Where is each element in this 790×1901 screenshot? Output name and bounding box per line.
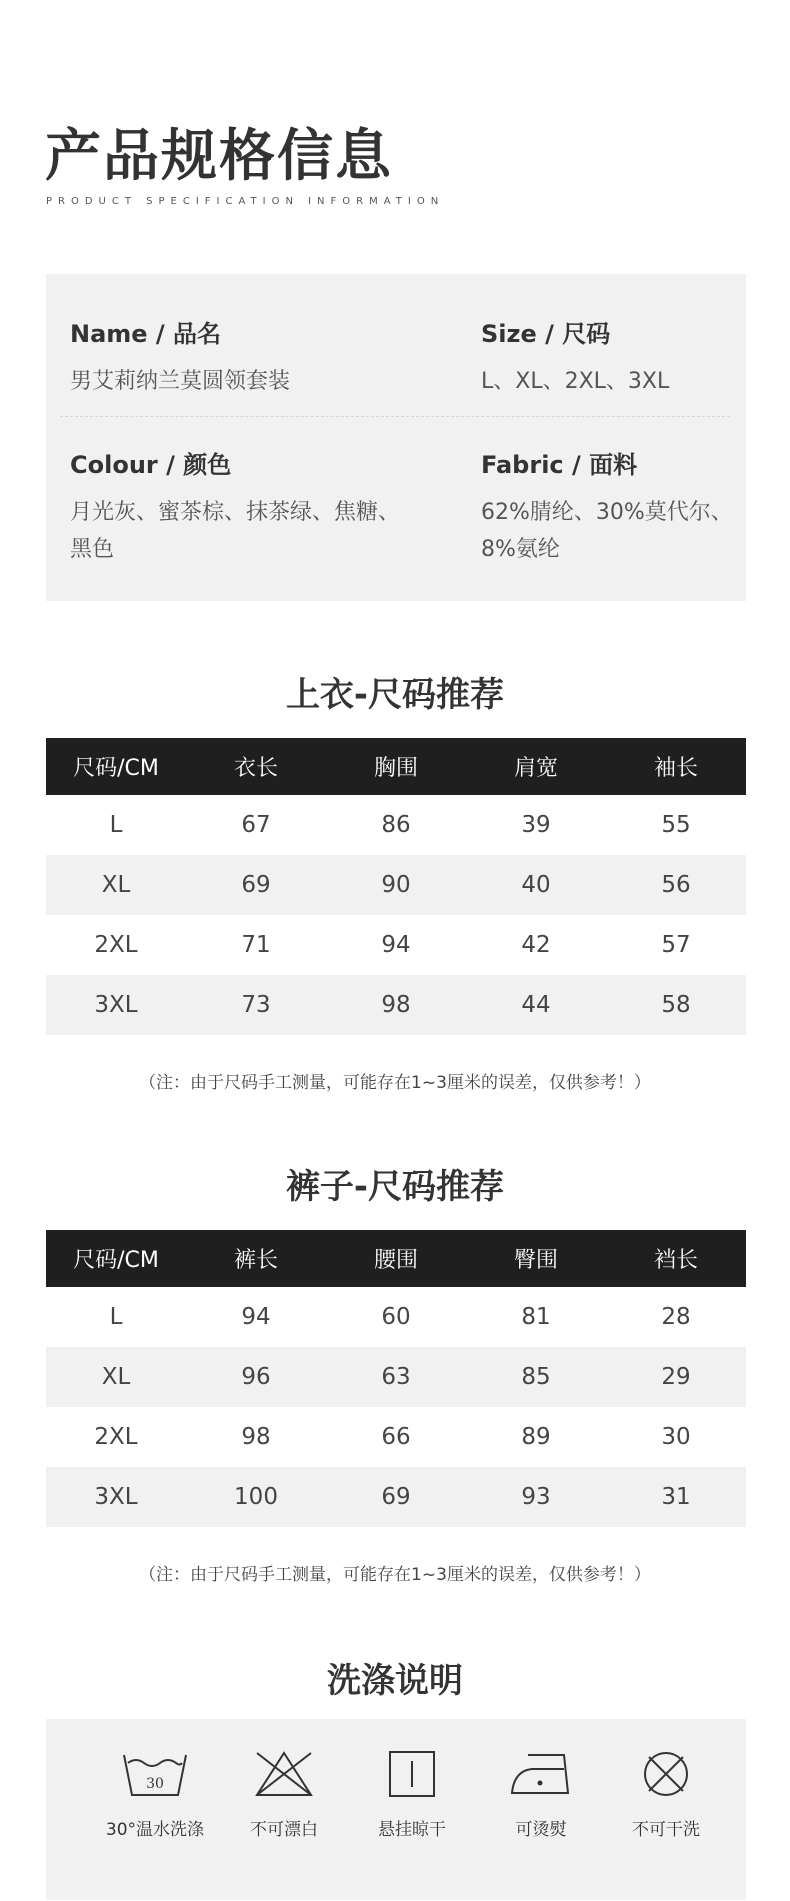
table-row [46, 1347, 746, 1407]
table-cell: XL [101, 1364, 131, 1390]
table-row [46, 915, 746, 975]
top-size-header-cell: 尺码/CM [73, 756, 159, 781]
pants-size-header-cell: 裆长 [653, 1248, 698, 1273]
table-cell: 28 [661, 1304, 691, 1330]
table-cell: 93 [521, 1484, 551, 1510]
spec-colour-value [70, 494, 400, 568]
pants-size-header-cell: 裤长 [233, 1248, 278, 1273]
spec-colour-label: Colour / 颜色 [70, 451, 232, 479]
care-instructions [46, 1719, 746, 1900]
table-cell: 31 [661, 1484, 691, 1510]
top-size-header-cell: 袖长 [653, 756, 698, 781]
table-cell: 98 [381, 992, 411, 1018]
spec-colour-value-line1: 月光灰、蜜茶棕、抹茶绿、焦糖、 [70, 500, 401, 525]
care-label-wash: 30°温水洗涤 [105, 1820, 205, 1840]
care-label-no-dry-clean: 不可干洗 [632, 1820, 700, 1840]
table-cell: 58 [661, 992, 691, 1018]
top-size-header-row [46, 738, 746, 795]
pants-size-note: （注：由于尺码手工测量，可能存在1~3厘米的误差，仅供参考！） [139, 1565, 651, 1585]
spec-fabric-label: Fabric / 面料 [481, 451, 638, 479]
table-cell: 57 [661, 932, 691, 958]
spec-name-value: 男艾莉纳兰莫圆领套装 [70, 369, 291, 394]
table-cell: XL [101, 872, 131, 898]
table-cell: L [109, 812, 123, 838]
spec-size [481, 314, 669, 400]
table-cell: 81 [521, 1304, 551, 1330]
washing-heading: 洗涤说明 [327, 1661, 463, 1701]
pants-size-header-row [46, 1230, 746, 1287]
top-size-header-cell: 肩宽 [513, 756, 558, 781]
table-cell: 85 [521, 1364, 551, 1390]
table-cell: 3XL [94, 1484, 138, 1510]
wash-temp: 30 [146, 1776, 164, 1792]
top-size-header-cell: 胸围 [373, 756, 418, 781]
spec-fabric-value-line1: 62%腈纶、30%莫代尔、 [481, 500, 733, 525]
table-cell: 29 [661, 1364, 691, 1390]
table-cell: 67 [241, 812, 271, 838]
table-cell: 71 [241, 932, 271, 958]
no-dry-clean-icon [631, 1749, 701, 1799]
care-item-hang-dry [347, 1749, 477, 1840]
pants-size-heading: 裤子-尺码推荐 [285, 1167, 505, 1207]
page-subtitle: PRODUCT SPECIFICATION INFORMATION [46, 196, 445, 207]
table-cell: 39 [521, 812, 551, 838]
care-label-iron: 可烫熨 [515, 1820, 567, 1840]
table-row [46, 855, 746, 915]
table-row [46, 1407, 746, 1467]
wash-30-icon [120, 1749, 190, 1799]
spec-fabric-value-line2: 8%氨纶 [481, 537, 560, 562]
iron-icon [506, 1749, 576, 1799]
table-cell: 66 [381, 1424, 411, 1450]
care-item-no-bleach [219, 1749, 349, 1840]
table-cell: L [109, 1304, 123, 1330]
table-cell: 63 [381, 1364, 411, 1390]
table-cell: 73 [241, 992, 271, 1018]
pants-size-header-cell: 腰围 [373, 1248, 418, 1273]
table-row [46, 1467, 746, 1527]
spec-colour-value-line2: 黑色 [70, 537, 115, 562]
table-cell: 89 [521, 1424, 551, 1450]
table-cell: 69 [381, 1484, 411, 1510]
table-cell: 94 [241, 1304, 271, 1330]
table-cell: 30 [661, 1424, 691, 1450]
table-cell: 100 [234, 1484, 278, 1510]
table-cell: 96 [241, 1364, 271, 1390]
table-cell: 42 [521, 932, 551, 958]
no-bleach-icon [249, 1749, 319, 1799]
care-item-iron [476, 1749, 606, 1840]
table-cell: 94 [381, 932, 411, 958]
table-cell: 98 [241, 1424, 271, 1450]
hang-dry-icon [377, 1749, 447, 1799]
spec-size-label: Size / 尺码 [481, 320, 611, 348]
table-cell: 56 [661, 872, 691, 898]
table-cell: 69 [241, 872, 271, 898]
top-size-heading: 上衣-尺码推荐 [285, 675, 505, 715]
table-cell: 3XL [94, 992, 138, 1018]
spec-name [70, 314, 290, 400]
table-row [46, 975, 746, 1035]
table-cell: 2XL [94, 1424, 138, 1450]
table-cell: 90 [381, 872, 411, 898]
table-cell: 40 [521, 872, 551, 898]
spec-fabric-value [481, 494, 733, 568]
care-label-hang-dry: 悬挂晾干 [378, 1820, 446, 1840]
pants-size-header-cell: 臀围 [513, 1248, 558, 1273]
table-cell: 86 [381, 812, 411, 838]
table-cell: 44 [521, 992, 551, 1018]
table-cell: 60 [381, 1304, 411, 1330]
care-item-no-dry-clean [601, 1749, 731, 1840]
table-row [46, 1287, 746, 1347]
spec-box [46, 274, 746, 601]
pants-size-header-cell: 尺码/CM [73, 1248, 159, 1273]
care-label-no-bleach: 不可漂白 [250, 1820, 318, 1840]
top-size-table [46, 738, 746, 1035]
top-size-note: （注：由于尺码手工测量，可能存在1~3厘米的误差，仅供参考！） [139, 1073, 651, 1093]
care-item-wash [90, 1749, 220, 1840]
top-size-header-cell: 衣长 [233, 756, 278, 781]
spec-colour [70, 445, 400, 568]
spec-name-label: Name / 品名 [70, 320, 222, 348]
table-cell: 55 [661, 812, 691, 838]
table-cell: 2XL [94, 932, 138, 958]
spec-divider [60, 416, 730, 417]
page-title: 产品规格信息 [45, 124, 393, 189]
spec-size-value: L、XL、2XL、3XL [481, 369, 670, 394]
pants-size-table [46, 1230, 746, 1527]
table-row [46, 795, 746, 855]
spec-fabric [481, 445, 733, 568]
